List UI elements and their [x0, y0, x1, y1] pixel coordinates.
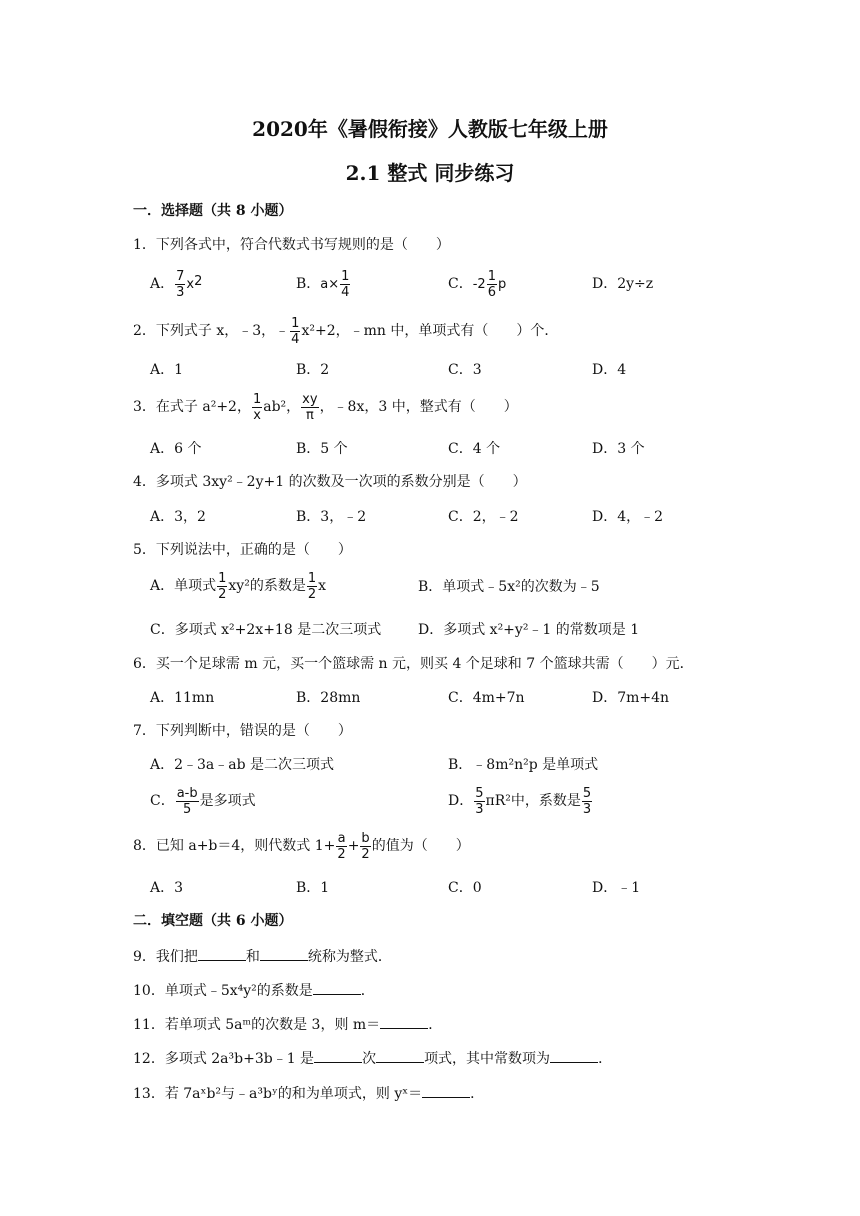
q1-option-b: B．a× $\frac{1}{4}$ [296, 268, 350, 300]
document-title: 2020年《暑假衔接》人教版七年级上册 [252, 117, 608, 141]
document-subtitle: 2.1 整式 同步练习 [345, 161, 515, 185]
q8-option-b: B．1 [296, 880, 330, 896]
answer-blank [380, 1014, 428, 1029]
q6-option-b: B．28mn [296, 690, 361, 706]
q5-option-a: A．单项式 $\frac{1}{2}$ xy²的系数是 $\frac{1}{2}$ x [150, 570, 327, 602]
q1-option-a: A． $\frac{7}{3}$ $x^2$ [150, 268, 203, 300]
q7-option-d: D． $\frac{5}{3}$ πR²中，系数是 $\frac{5}{3}$ [448, 785, 592, 817]
q7-option-b: B．﹣8m²n²p 是单项式 [448, 757, 599, 773]
q3-stem: 3．在式子 a²+2， $\frac{1}{x}$ ab²， $\frac{xy}{\pi}$ ，﹣8x，3 中，整式有（ ） [133, 391, 518, 423]
q7-stem: 7．下列判断中，错误的是（ ） [133, 723, 352, 739]
q2-stem: 2．下列式子 x，﹣3，﹣ $\frac{1}{4}$ x²+2，﹣mn 中，单项式有（ ）个． [133, 315, 559, 347]
q4-stem: 4．多项式 3xy²﹣2y+1 的次数及一次项的系数分别是（ ） [133, 474, 527, 490]
q2-option-d: D．4 [592, 362, 627, 378]
q3-option-a: A．6 个 [150, 441, 202, 457]
answer-blank [550, 1048, 598, 1063]
q4-option-b: B．3，﹣2 [296, 509, 367, 525]
q6-stem: 6．买一个足球需 m 元，买一个篮球需 n 元，则买 4 个足球和 7 个篮球共需（ ）元． [133, 656, 694, 672]
q2-option-a: A．1 [150, 362, 184, 378]
q1-stem: 1．下列各式中，符合代数式书写规则的是（ ） [133, 237, 450, 253]
answer-blank [376, 1048, 424, 1063]
section-choice-heading: 一．选择题（共 8 小题） [133, 203, 293, 219]
q5-stem: 5．下列说法中，正确的是（ ） [133, 542, 352, 558]
q9: 9．我们把 和 统称为整式． [133, 946, 392, 966]
q4-option-d: D．4，﹣2 [592, 509, 664, 525]
q4-option-c: C．2，﹣2 [448, 509, 519, 525]
q5-option-c: C．多项式 x²+2x+18 是二次三项式 [150, 622, 382, 638]
q2-option-c: C．3 [448, 362, 482, 378]
q6-option-a: A．11mn [150, 690, 215, 706]
option-label: B． [296, 276, 321, 292]
q1-option-c: C．-2 $\frac{1}{6}$ p [448, 268, 507, 300]
q11: 11．若单项式 5aᵐ的次数是 3，则 m＝ ． [133, 1014, 442, 1034]
q8-option-a: A．3 [150, 880, 184, 896]
answer-blank [313, 980, 361, 995]
q6-option-d: D．7m+4n [592, 690, 670, 706]
q4-option-a: A．3，2 [150, 509, 206, 525]
option-label: A． [150, 276, 175, 292]
q6-option-c: C．4m+7n [448, 690, 525, 706]
option-label: C． [448, 276, 473, 292]
q10: 10．单项式﹣5x⁴y²的系数是 ． [133, 980, 375, 1000]
q3-option-c: C．4 个 [448, 441, 501, 457]
q13: 13．若 7aˣb²与﹣a³bʸ的和为单项式，则 yˣ＝ ． [133, 1083, 484, 1103]
q7-option-a: A．2﹣3a﹣ab 是二次三项式 [150, 757, 335, 773]
q5-option-b: B．单项式﹣5x²的次数为﹣5 [418, 579, 600, 595]
q7-option-c: C． $\frac{a-b}{5}$ 是多项式 [150, 785, 256, 817]
answer-blank [422, 1083, 470, 1098]
answer-blank [260, 946, 308, 961]
section-fill-heading: 二．填空题（共 6 小题） [133, 913, 293, 929]
answer-blank [314, 1048, 362, 1063]
q12: 12．多项式 2a³b+3b﹣1 是 次 项式，其中常数项为 ． [133, 1048, 612, 1068]
q3-option-d: D．3 个 [592, 441, 645, 457]
q8-stem: 8．已知 a+b＝4，则代数式 1+ $\frac{a}{2}$ + $\frac{b}{2}$ 的值为（ ） [133, 830, 470, 862]
q1-option-d: D．2y÷z [592, 276, 654, 292]
q5-option-d: D．多项式 x²+y²﹣1 的常数项是 1 [418, 622, 640, 638]
q3-option-b: B．5 个 [296, 441, 348, 457]
q8-option-d: D．﹣1 [592, 880, 641, 896]
answer-blank [198, 946, 246, 961]
q2-option-b: B．2 [296, 362, 330, 378]
q8-option-c: C．0 [448, 880, 482, 896]
